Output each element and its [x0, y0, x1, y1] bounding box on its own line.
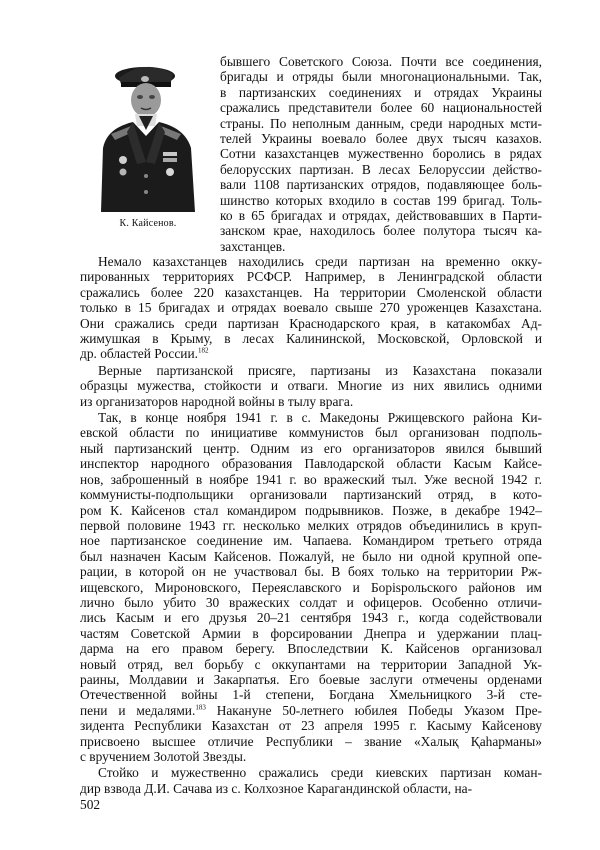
text-span: пени и медалями. — [80, 702, 196, 718]
text-line: занском крае, находилось более полутора тысяч ка- — [220, 223, 542, 239]
text-line — [80, 672, 542, 687]
text-line: шинство которых входило в состав 199 бригад. Толь- — [220, 192, 542, 208]
text-line: белорусских партизан. В лесах Белоруссии действо- — [220, 161, 542, 177]
text-span: был назначен Касым Кайсенов. Пожалуй, не было ни одной крупной опе- — [80, 548, 542, 564]
text-line — [80, 346, 542, 361]
text-line — [80, 518, 542, 533]
text-line: в партизанских соединениях и отрядах Украины — [220, 84, 542, 100]
text-line — [80, 254, 542, 269]
text-span: евской области по инициативе коммунистов был организован подполь- — [80, 425, 542, 441]
text-span: Немало казахстанцев находились среди партизан на временно окку- — [98, 254, 542, 269]
text-line — [80, 441, 542, 456]
text-span: Отечественной войны 1-й степени, Богдана Хмельницкого 3-й сте- — [80, 687, 542, 703]
officer-portrait-image — [93, 52, 203, 212]
text-line — [80, 425, 542, 440]
text-line — [80, 410, 542, 425]
text-line: сражались представители более 60 национальностей — [220, 100, 542, 116]
portrait-photo — [93, 52, 203, 212]
photo-caption: К. Кайсенов. — [119, 218, 177, 229]
text-span: дир взвода Д.И. Сачава из с. Колхозное Карагандинской области, на- — [80, 780, 473, 796]
text-line: с вручением Золотой Звезды. — [80, 749, 247, 764]
text-line — [80, 394, 542, 409]
text-span: из организаторов народной войны в тылу врага. — [80, 393, 354, 409]
text-span: новый отряд, вел борьбу с оккупантами на территории Западной Ук- — [80, 656, 542, 672]
paragraph — [80, 363, 542, 409]
paragraph — [80, 254, 542, 362]
text-line: зидента Республики Казахстан от 23 апреля 1995 г. Касыму Кайсенову — [80, 718, 542, 734]
text-line — [80, 316, 542, 331]
text-line — [80, 472, 542, 487]
text-span: инспектор народного образования Павлодарской области Касым Кайсе- — [80, 456, 542, 472]
text-line — [80, 687, 542, 702]
text-span: Верные партизанской присяге, партизаны из Казахстана показали — [98, 362, 542, 378]
text-span: Стойко и мужественно сражались среди киевских партизан коман- — [98, 765, 542, 781]
paragraph — [80, 765, 542, 796]
text-span: лись Касым и его друзья 20–21 сентября 1943 г., когда содействовали — [80, 610, 542, 626]
text-line — [80, 269, 542, 284]
paragraph — [80, 410, 542, 764]
text-line: ко в 65 бригадах и отрядах, действовавших в Парти- — [220, 208, 542, 224]
text-line — [80, 300, 542, 315]
text-line: Сотни казахстанцев мужественно боролись в рядах — [220, 146, 542, 162]
text-line — [80, 503, 542, 518]
text-span: др. областей России. — [80, 346, 198, 362]
text-span: ром К. Кайсенов стал командиром подрывников. Позже, в декабре 1942– — [80, 502, 542, 518]
footnote-ref: 182 — [197, 346, 209, 355]
text-line — [80, 595, 542, 610]
text-line — [80, 378, 542, 393]
text-line — [80, 610, 542, 625]
text-span: нов, заброшенный в ноябре 1941 г. во вражеский тыл. Уже весной 1942 г. — [80, 471, 542, 487]
text-span: ищевского, Мироновского, Переяславского и Борispольского районов им — [80, 579, 542, 595]
page-number: 502 — [80, 797, 101, 812]
text-span: только в 15 бригадах и отрядах воевало свыше 270 уроженцев Казахстана. — [80, 300, 542, 316]
text-span: образцы мужества, стойкости и отваги. Многие из них явились одними — [80, 378, 542, 394]
text-line: телей Украины воевало более двух тысяч казахов. — [220, 131, 542, 147]
text-line — [80, 533, 542, 548]
text-span: дарма на его правом берегу. Впоследствии К. Кайсенов организовал — [80, 641, 542, 657]
text-line — [80, 487, 542, 502]
text-line — [80, 641, 542, 656]
text-beside-photo — [220, 54, 542, 254]
text-line: бригады и отряды были многонациональными. Так, — [220, 69, 542, 85]
text-line — [80, 580, 542, 595]
text-span: Они сражались среди партизан Краснодарского края, в катакомбах Ад- — [80, 315, 542, 331]
footnote-ref: 183 — [195, 703, 206, 712]
text-line: вали 1108 партизанских отрядов, подавляющее боль- — [220, 177, 542, 193]
text-line — [80, 549, 542, 564]
text-line — [80, 564, 542, 579]
text-span: сражались более 220 казахстанцев. На территории Смоленской области — [80, 284, 542, 300]
main-text — [80, 254, 542, 797]
text-line — [80, 626, 542, 641]
text-span: жимушкая в Крыму, в лесах Калининской, Московской, Орловской и — [80, 331, 542, 347]
text-span: Накануне 50-летнего юбилея Победы Указом Пре- — [205, 702, 542, 718]
text-line — [80, 765, 542, 780]
text-line — [80, 657, 542, 672]
text-span: первой половине 1943 гг. несколько мелких отрядов объединились в круп- — [80, 517, 542, 533]
text-span: рации, в которой он не участвовал бы. В боях только на территории Рж- — [80, 564, 542, 580]
text-line: бывшего Советского Союза. Почти все соединения, — [220, 54, 542, 69]
text-line: присвоено высшее отличие Республики – звание «Халық Қаһарманы» — [80, 733, 542, 749]
text-span: частям Советской Армии в форсировании Днепра и удержании плац- — [80, 625, 542, 641]
text-span: Так, в конце ноября 1941 г. в с. Македоны Ржищевского района Ки- — [98, 410, 542, 426]
text-line — [80, 456, 542, 471]
text-line: страны. По неполным данным, среди народных мсти- — [220, 115, 542, 131]
text-line — [80, 363, 542, 378]
text-span: раины, Молдавии и Закарпатья. Его боевые заслуги отмечены орденами — [80, 671, 542, 687]
text-span: коммунисты-подпольщики организовали партизанский отряд, в кото- — [80, 487, 542, 503]
text-span: пированных территориях РСФСР. Например, в Ленинградской области — [80, 269, 542, 285]
text-line — [80, 781, 542, 796]
text-line — [80, 331, 542, 346]
text-span: ное партизанское соединение им. Чапаева. Командиром третьего отряда — [80, 533, 542, 549]
text-span: лично было убито 30 вражеских солдат и офицеров. Особенно отличи- — [80, 594, 542, 610]
text-line: захстанцев. — [220, 238, 286, 254]
text-span: ный партизанский центр. Одним из его организаторов явился бывший — [80, 440, 542, 456]
text-line — [80, 285, 542, 300]
text-line — [80, 703, 542, 718]
